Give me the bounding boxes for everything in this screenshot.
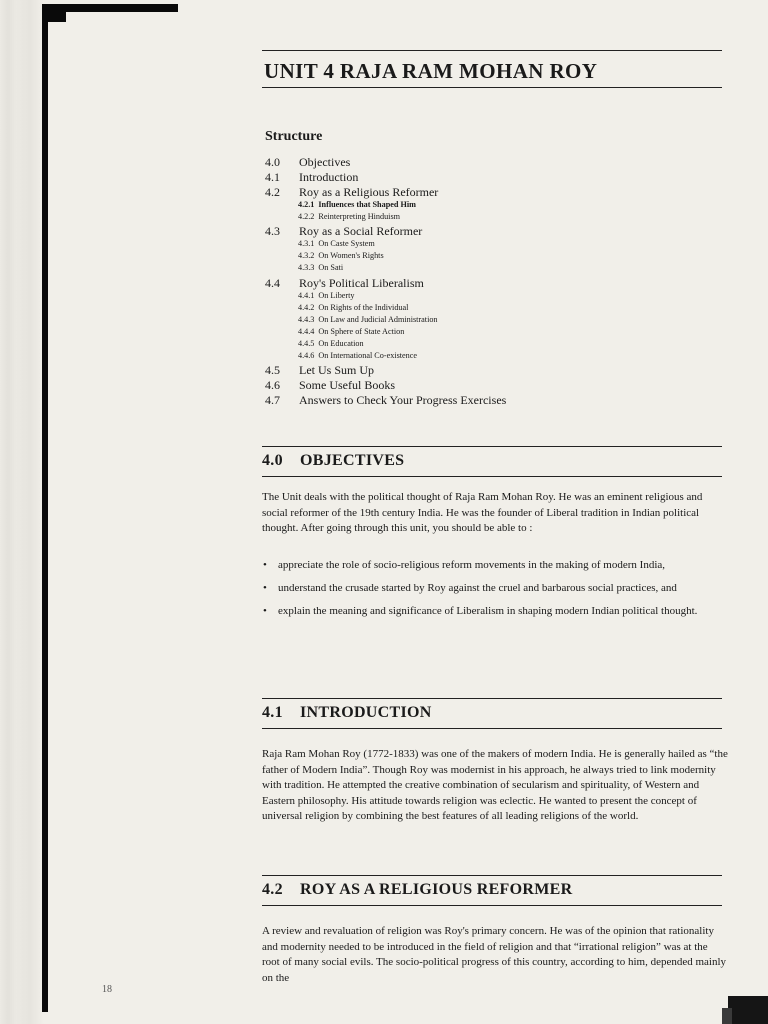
section-heading-introduction: 4.1 INTRODUCTION <box>262 704 432 721</box>
list-item: • explain the meaning and significance of Liberalism in shaping modern Indian political thought. <box>263 605 698 617</box>
bullet-icon: • <box>263 605 267 617</box>
scan-corner-shadow <box>728 996 768 1024</box>
section-heading-religious-reformer: 4.2 ROY AS A RELIGIOUS REFORMER <box>262 881 573 898</box>
toc-subitem: 4.2.1 Influences that Shaped Him <box>298 200 416 209</box>
toc-subitem: 4.4.1 On Liberty <box>298 291 355 300</box>
page-binding-shadow <box>0 0 44 1024</box>
objectives-list <box>262 558 722 627</box>
title-rule-top <box>262 50 722 51</box>
section-rule-bottom <box>262 905 722 906</box>
list-item: • appreciate the role of socio-religious reform movements in the making of modern India, <box>263 559 666 571</box>
list-item: • understand the crusade started by Roy against the cruel and barbarous social practices, and <box>263 582 677 594</box>
section-heading-objectives: 4.0 OBJECTIVES <box>262 452 405 469</box>
toc-subitem: 4.2.2 Reinterpreting Hinduism <box>298 212 401 221</box>
religious-reformer-paragraph: A review and revaluation of religion was Roy's primary concern. He was of the opinion that rationality and modernity needed to be introduced in the field of religion and that “irrational religion” was at the root of many social evils. The socio-political progress of this country, according to him, depended mainly on the <box>262 925 727 984</box>
binding-edge <box>42 16 48 1012</box>
section-rule-bottom <box>262 476 722 477</box>
section-rule-top <box>262 446 722 447</box>
toc-subitem: 4.4.6 On International Co-existence <box>298 351 418 360</box>
scan-corner-shadow-edge <box>722 1008 732 1024</box>
section-rule-top <box>262 698 722 699</box>
toc-subitem: 4.3.3 On Sati <box>298 263 344 272</box>
objectives-paragraph: The Unit deals with the political thought of Raja Ram Mohan Roy. He was an eminent religious and social reformer of the 19th century India. He was the founder of Liberal tradition in Indian political thought. After going through this unit, you should be able to : <box>262 491 703 535</box>
toc-subitem: 4.4.5 On Education <box>298 339 364 348</box>
toc-subitem: 4.4.4 On Sphere of State Action <box>298 327 405 336</box>
binding-corner <box>42 8 66 22</box>
toc-subitem: 4.3.1 On Caste System <box>298 239 375 248</box>
bullet-icon: • <box>263 582 267 594</box>
section-rule-bottom <box>262 728 722 729</box>
toc-subitem: 4.3.2 On Women's Rights <box>298 251 384 260</box>
introduction-paragraph: Raja Ram Mohan Roy (1772-1833) was one of the makers of modern India. He is generally hailed as “the father of Modern India”. Though Roy was modernist in his approach, he always tried to link modernity with tradition. He attempted the creative combination of secularism and spirituality, of Western and Eastern philosophy. His attitude towards religion was eclectic. He wanted to present the concept of universal religion by combining the best features of all leading religions of the world. <box>262 748 728 823</box>
bullet-icon: • <box>263 559 267 571</box>
toc-subitem: 4.4.2 On Rights of the Individual <box>298 303 409 312</box>
structure-heading: Structure <box>265 129 323 144</box>
unit-title: UNIT 4 RAJA RAM MOHAN ROY <box>264 59 598 83</box>
title-rule-bottom <box>262 87 722 88</box>
section-rule-top <box>262 875 722 876</box>
toc-subitem: 4.4.3 On Law and Judicial Administration <box>298 315 438 324</box>
page-number: 18 <box>102 984 112 995</box>
